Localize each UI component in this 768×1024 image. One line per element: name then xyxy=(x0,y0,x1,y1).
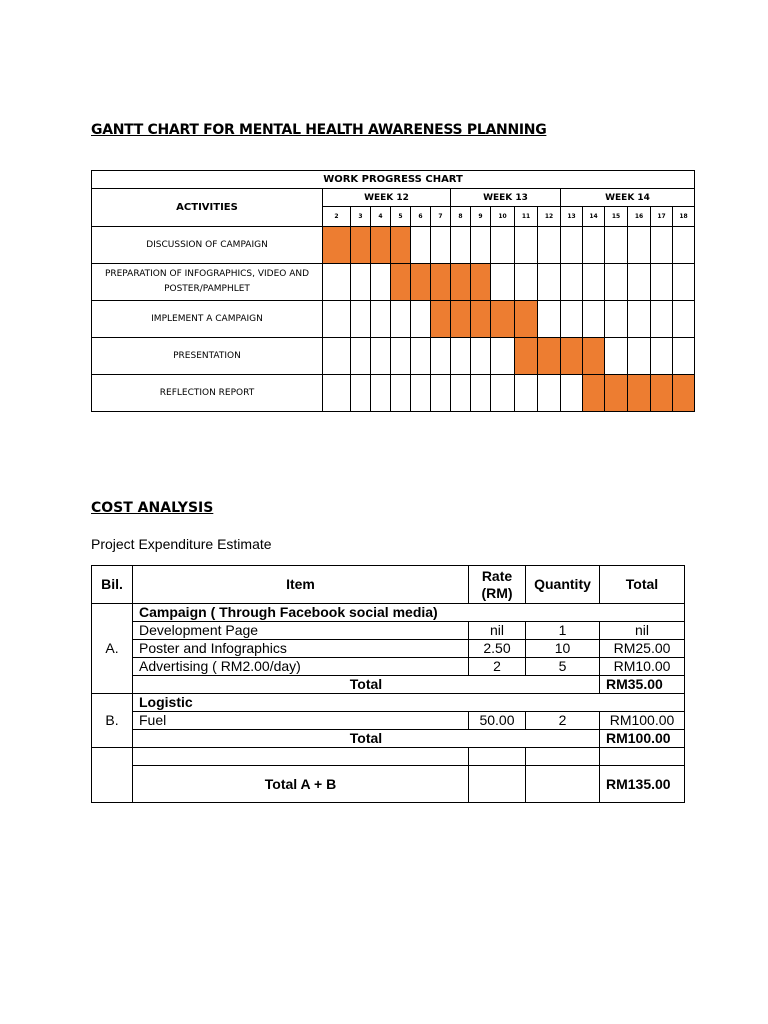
gantt-empty-cell xyxy=(371,338,391,375)
activity-row xyxy=(92,227,695,264)
gantt-bar-cell xyxy=(391,227,411,264)
gantt-empty-cell xyxy=(561,264,583,301)
gantt-empty-cell xyxy=(651,227,673,264)
item-cell: Poster and Infographics xyxy=(133,640,469,658)
expenditure-subtitle: Project Expenditure Estimate xyxy=(91,536,272,552)
gantt-empty-cell xyxy=(561,227,583,264)
gantt-empty-cell xyxy=(391,375,411,412)
day-header-cell: 11 xyxy=(515,207,538,227)
rate-cell: nil xyxy=(469,622,526,640)
gantt-empty-cell xyxy=(391,338,411,375)
gantt-empty-cell xyxy=(561,301,583,338)
gantt-bar-cell xyxy=(628,375,651,412)
gantt-empty-cell xyxy=(673,301,695,338)
gantt-bar-cell xyxy=(561,338,583,375)
gantt-bar-cell xyxy=(451,264,471,301)
day-header-cell: 8 xyxy=(451,207,471,227)
gantt-empty-cell xyxy=(451,375,471,412)
gantt-bar-cell xyxy=(605,375,628,412)
gantt-empty-cell xyxy=(605,264,628,301)
gantt-bar-cell xyxy=(451,301,471,338)
day-header-cell: 2 xyxy=(323,207,351,227)
gantt-empty-cell xyxy=(605,301,628,338)
day-header-cell: 14 xyxy=(583,207,605,227)
gantt-bar-cell xyxy=(431,264,451,301)
section-a-total-label: Total xyxy=(133,676,600,694)
gantt-empty-cell xyxy=(351,264,371,301)
total-cell: RM10.00 xyxy=(600,658,685,676)
table-row xyxy=(92,640,685,658)
empty-cell xyxy=(469,748,526,766)
gantt-bar-cell xyxy=(411,264,431,301)
gantt-title: GANTT CHART FOR MENTAL HEALTH AWARENESS PLANNING xyxy=(91,122,547,138)
gantt-empty-cell xyxy=(628,338,651,375)
activity-row xyxy=(92,301,695,338)
section-a-total-value: RM35.00 xyxy=(600,676,685,694)
gantt-bar-cell xyxy=(491,301,515,338)
quantity-cell: 5 xyxy=(526,658,600,676)
gantt-empty-cell xyxy=(431,227,451,264)
activity-row xyxy=(92,264,695,301)
bil-empty xyxy=(92,748,133,803)
gantt-bar-cell xyxy=(515,338,538,375)
gantt-bar-cell xyxy=(583,338,605,375)
total-cell: RM25.00 xyxy=(600,640,685,658)
gantt-bar-cell xyxy=(471,301,491,338)
gantt-empty-cell xyxy=(323,338,351,375)
activity-name: PRESENTATION xyxy=(92,338,323,375)
empty-cell xyxy=(526,748,600,766)
day-header-cell: 6 xyxy=(411,207,431,227)
gantt-bar-cell xyxy=(583,375,605,412)
section-b-total-label: Total xyxy=(133,730,600,748)
gantt-empty-cell xyxy=(351,338,371,375)
day-header-cell: 7 xyxy=(431,207,451,227)
gantt-empty-cell xyxy=(651,338,673,375)
day-header-cell: 10 xyxy=(491,207,515,227)
quantity-cell: 2 xyxy=(526,712,600,730)
day-header-cell: 17 xyxy=(651,207,673,227)
total-cell: nil xyxy=(600,622,685,640)
table-row xyxy=(92,658,685,676)
gantt-empty-cell xyxy=(538,301,561,338)
gantt-empty-cell xyxy=(491,338,515,375)
gantt-empty-cell xyxy=(491,375,515,412)
rate-cell: 2.50 xyxy=(469,640,526,658)
rate-header: Rate (RM) xyxy=(469,566,526,604)
total-header: Total xyxy=(600,566,685,604)
gantt-empty-cell xyxy=(561,375,583,412)
bil-b: B. xyxy=(92,694,133,748)
gantt-empty-cell xyxy=(583,227,605,264)
gantt-empty-cell xyxy=(411,375,431,412)
day-header-cell: 15 xyxy=(605,207,628,227)
bil-a: A. xyxy=(92,604,133,694)
gantt-empty-cell xyxy=(411,338,431,375)
gantt-empty-cell xyxy=(411,301,431,338)
gantt-empty-cell xyxy=(371,375,391,412)
gantt-empty-cell xyxy=(673,227,695,264)
week-header: WEEK 13 xyxy=(451,189,561,207)
activity-name: IMPLEMENT A CAMPAIGN xyxy=(92,301,323,338)
item-cell: Fuel xyxy=(133,712,469,730)
item-header: Item xyxy=(133,566,469,604)
gantt-empty-cell xyxy=(628,264,651,301)
item-cell: Advertising ( RM2.00/day) xyxy=(133,658,469,676)
activity-name: PREPARATION OF INFOGRAPHICS, VIDEO AND POSTER/PAMPHLET xyxy=(92,264,323,301)
gantt-bar-cell xyxy=(673,375,695,412)
gantt-empty-cell xyxy=(583,301,605,338)
gantt-bar-cell xyxy=(471,264,491,301)
gantt-empty-cell xyxy=(323,375,351,412)
gantt-bar-cell xyxy=(651,375,673,412)
gantt-empty-cell xyxy=(491,264,515,301)
week-header: WEEK 14 xyxy=(561,189,695,207)
table-row xyxy=(92,622,685,640)
gantt-empty-cell xyxy=(471,338,491,375)
day-header-cell: 12 xyxy=(538,207,561,227)
gantt-empty-cell xyxy=(351,301,371,338)
gantt-bar-cell xyxy=(431,301,451,338)
empty-cell xyxy=(469,766,526,803)
section-b-total-value: RM100.00 xyxy=(600,730,685,748)
gantt-empty-cell xyxy=(323,264,351,301)
quantity-cell: 10 xyxy=(526,640,600,658)
gantt-bar-cell xyxy=(515,301,538,338)
gantt-empty-cell xyxy=(651,264,673,301)
activity-row xyxy=(92,338,695,375)
gantt-bar-cell xyxy=(538,338,561,375)
rate-cell: 2 xyxy=(469,658,526,676)
rate-cell: 50.00 xyxy=(469,712,526,730)
gantt-empty-cell xyxy=(583,264,605,301)
empty-cell xyxy=(526,766,600,803)
activities-header: ACTIVITIES xyxy=(92,189,323,227)
gantt-bar-cell xyxy=(351,227,371,264)
week-header: WEEK 12 xyxy=(323,189,451,207)
gantt-empty-cell xyxy=(605,227,628,264)
section-a-heading: Campaign ( Through Facebook social media) xyxy=(133,604,685,622)
table-row xyxy=(92,712,685,730)
section-b-heading: Logistic xyxy=(133,694,685,712)
gantt-empty-cell xyxy=(471,375,491,412)
gantt-empty-cell xyxy=(651,301,673,338)
day-header-cell: 4 xyxy=(371,207,391,227)
gantt-empty-cell xyxy=(431,375,451,412)
day-header-cell: 13 xyxy=(561,207,583,227)
gantt-empty-cell xyxy=(538,375,561,412)
gantt-empty-cell xyxy=(673,338,695,375)
gantt-empty-cell xyxy=(351,375,371,412)
grand-total-value: RM135.00 xyxy=(600,766,685,803)
day-header-cell: 18 xyxy=(673,207,695,227)
day-header-cell: 5 xyxy=(391,207,411,227)
day-header-cell: 16 xyxy=(628,207,651,227)
empty-cell xyxy=(133,748,469,766)
gantt-empty-cell xyxy=(451,227,471,264)
gantt-bar-cell xyxy=(323,227,351,264)
gantt-empty-cell xyxy=(515,264,538,301)
gantt-empty-cell xyxy=(411,227,431,264)
activity-name: REFLECTION REPORT xyxy=(92,375,323,412)
gantt-empty-cell xyxy=(431,338,451,375)
gantt-empty-cell xyxy=(471,227,491,264)
total-cell: RM100.00 xyxy=(600,712,685,730)
day-header-cell: 9 xyxy=(471,207,491,227)
empty-cell xyxy=(600,748,685,766)
gantt-empty-cell xyxy=(673,264,695,301)
quantity-cell: 1 xyxy=(526,622,600,640)
work-progress-title: WORK PROGRESS CHART xyxy=(92,171,695,189)
gantt-empty-cell xyxy=(371,301,391,338)
gantt-bar-cell xyxy=(391,264,411,301)
gantt-chart-table xyxy=(91,170,695,412)
gantt-empty-cell xyxy=(515,227,538,264)
gantt-empty-cell xyxy=(391,301,411,338)
quantity-header: Quantity xyxy=(526,566,600,604)
gantt-empty-cell xyxy=(538,227,561,264)
day-header-cell: 3 xyxy=(351,207,371,227)
item-cell: Development Page xyxy=(133,622,469,640)
gantt-empty-cell xyxy=(515,375,538,412)
gantt-empty-cell xyxy=(451,338,471,375)
gantt-empty-cell xyxy=(538,264,561,301)
grand-total-label: Total A + B xyxy=(133,766,469,803)
activity-row xyxy=(92,375,695,412)
cost-analysis-title: COST ANALYSIS xyxy=(91,500,214,516)
cost-table xyxy=(91,565,685,803)
gantt-empty-cell xyxy=(491,227,515,264)
gantt-empty-cell xyxy=(605,338,628,375)
bil-header: Bil. xyxy=(92,566,133,604)
gantt-empty-cell xyxy=(323,301,351,338)
gantt-empty-cell xyxy=(628,301,651,338)
activity-name: DISCUSSION OF CAMPAIGN xyxy=(92,227,323,264)
gantt-empty-cell xyxy=(371,264,391,301)
gantt-bar-cell xyxy=(371,227,391,264)
gantt-empty-cell xyxy=(628,227,651,264)
